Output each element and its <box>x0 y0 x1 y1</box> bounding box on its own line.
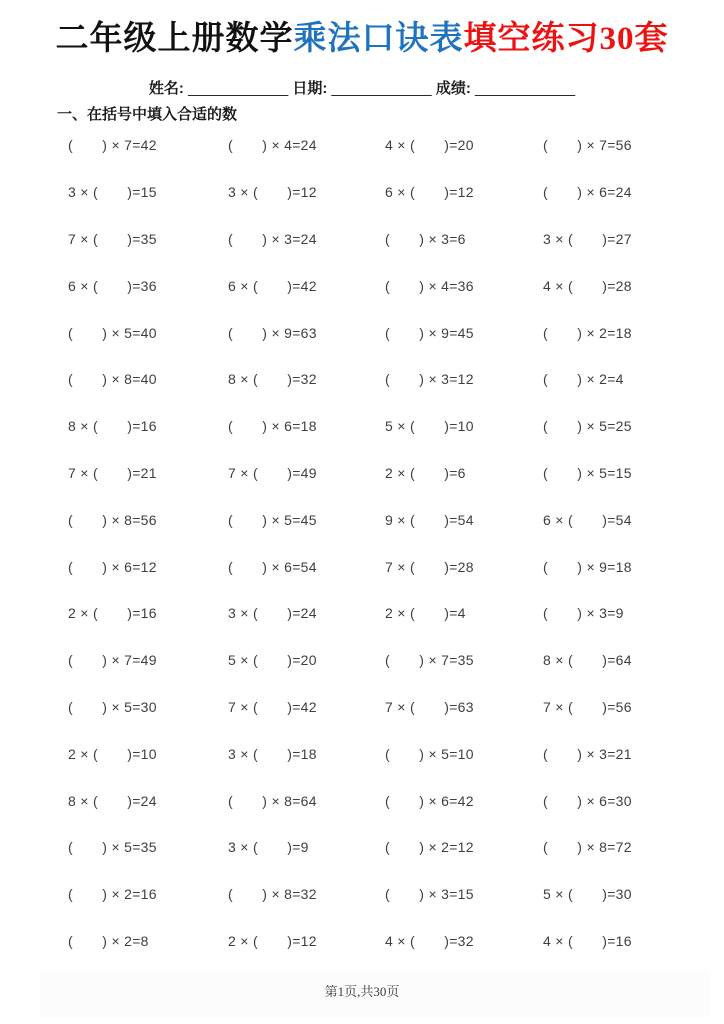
problem-cell: ( ) × 2=8 <box>68 932 149 949</box>
problem-cell: ( ) × 8=40 <box>68 371 157 388</box>
problem-cell: ( ) × 7=42 <box>68 137 157 154</box>
problem-cell: ( ) × 6=12 <box>68 558 157 575</box>
problem-cell: ( ) × 6=54 <box>228 558 317 575</box>
problem-cell: 7 × ( )=28 <box>385 558 474 575</box>
problem-cell: 4 × ( )=16 <box>543 932 632 949</box>
problem-cell: ( ) × 8=64 <box>228 792 317 809</box>
problem-cell: ( ) × 6=24 <box>543 184 632 201</box>
problem-cell: ( ) × 6=30 <box>543 792 632 809</box>
problem-cell: 4 × ( )=28 <box>543 277 632 294</box>
problem-cell: 7 × ( )=63 <box>385 698 474 715</box>
problem-cell: 2 × ( )=10 <box>68 745 157 762</box>
problem-cell: ( ) × 5=15 <box>543 464 632 481</box>
problem-cell: ( ) × 5=25 <box>543 418 632 435</box>
problem-cell: 7 × ( )=21 <box>68 464 157 481</box>
problem-cell: ( ) × 8=56 <box>68 511 157 528</box>
problem-cell: 6 × ( )=42 <box>228 277 317 294</box>
problem-cell: 5 × ( )=20 <box>228 652 317 669</box>
problem-cell: ( ) × 3=15 <box>385 886 474 903</box>
problem-cell: ( ) × 4=24 <box>228 137 317 154</box>
problem-cell: 8 × ( )=16 <box>68 418 157 435</box>
score-blank: ____________ <box>474 80 576 97</box>
problem-cell: ( ) × 3=12 <box>385 371 474 388</box>
problem-cell: 3 × ( )=9 <box>228 839 309 856</box>
problem-cell: 8 × ( )=24 <box>68 792 157 809</box>
problem-cell: 3 × ( )=18 <box>228 745 317 762</box>
problem-cell: 9 × ( )=54 <box>385 511 474 528</box>
problem-cell: 4 × ( )=32 <box>385 932 474 949</box>
problem-cell: ( ) × 6=42 <box>385 792 474 809</box>
problem-cell: 7 × ( )=56 <box>543 698 632 715</box>
problem-cell: 2 × ( )=12 <box>228 932 317 949</box>
problem-cell: 2 × ( )=4 <box>385 605 466 622</box>
score-label: 成绩: <box>435 80 471 97</box>
section-title: 一、在括号中填入合适的数 <box>57 106 238 123</box>
problem-cell: ( ) × 2=12 <box>385 839 474 856</box>
problem-cell: ( ) × 5=45 <box>228 511 317 528</box>
problem-cell: ( ) × 9=45 <box>385 324 474 341</box>
problem-cell: ( ) × 7=35 <box>385 652 474 669</box>
name-blank: ____________ <box>188 80 289 97</box>
problem-cell: ( ) × 3=9 <box>543 605 624 622</box>
problem-cell: 6 × ( )=36 <box>68 277 157 294</box>
problem-cell: 5 × ( )=30 <box>543 886 632 903</box>
problem-cell: ( ) × 8=72 <box>543 839 632 856</box>
problem-cell: 6 × ( )=54 <box>543 511 632 528</box>
student-info-line <box>0 77 724 98</box>
date-label: 日期: <box>292 80 328 97</box>
title-part-blue: 乘法口诀表 <box>293 21 464 57</box>
problem-cell: ( ) × 2=4 <box>543 371 624 388</box>
problem-cell: ( ) × 4=36 <box>385 277 474 294</box>
problem-cell: ( ) × 5=40 <box>68 324 157 341</box>
problem-cell: ( ) × 9=18 <box>543 558 632 575</box>
problem-cell: 7 × ( )=35 <box>68 230 157 247</box>
problem-cell: 3 × ( )=27 <box>543 230 632 247</box>
title-part-black: 二年级上册数学 <box>55 21 294 57</box>
problem-cell: ( ) × 3=21 <box>543 745 632 762</box>
title-part-red: 填空练习30套 <box>463 21 669 57</box>
problem-cell: ( ) × 7=56 <box>543 137 632 154</box>
problem-cell: 5 × ( )=10 <box>385 418 474 435</box>
date-blank: ____________ <box>331 80 432 97</box>
problems-grid <box>68 122 718 964</box>
problem-cell: ( ) × 6=18 <box>228 418 317 435</box>
problem-cell: 6 × ( )=12 <box>385 184 474 201</box>
problem-cell: ( ) × 9=63 <box>228 324 317 341</box>
problem-cell: 8 × ( )=32 <box>228 371 317 388</box>
problem-cell: 7 × ( )=49 <box>228 464 317 481</box>
problem-cell: 7 × ( )=42 <box>228 698 317 715</box>
problem-cell: ( ) × 5=10 <box>385 745 474 762</box>
problem-cell: ( ) × 7=49 <box>68 652 157 669</box>
problem-cell: 3 × ( )=24 <box>228 605 317 622</box>
problem-cell: ( ) × 3=24 <box>228 230 317 247</box>
problem-cell: 2 × ( )=6 <box>385 464 466 481</box>
problem-cell: ( ) × 5=35 <box>68 839 157 856</box>
problem-cell: 4 × ( )=20 <box>385 137 474 154</box>
problem-cell: 8 × ( )=64 <box>543 652 632 669</box>
name-label: 姓名: <box>148 80 184 97</box>
page-number: 第1页,共30页 <box>324 984 400 999</box>
page-title <box>0 12 724 59</box>
problem-cell: 3 × ( )=12 <box>228 184 317 201</box>
problem-cell: ( ) × 2=18 <box>543 324 632 341</box>
problem-cell: 2 × ( )=16 <box>68 605 157 622</box>
problem-cell: ( ) × 5=30 <box>68 698 157 715</box>
problem-cell: 3 × ( )=15 <box>68 184 157 201</box>
problem-cell: ( ) × 8=32 <box>228 886 317 903</box>
problem-cell: ( ) × 3=6 <box>385 230 466 247</box>
problem-cell: ( ) × 2=16 <box>68 886 157 903</box>
